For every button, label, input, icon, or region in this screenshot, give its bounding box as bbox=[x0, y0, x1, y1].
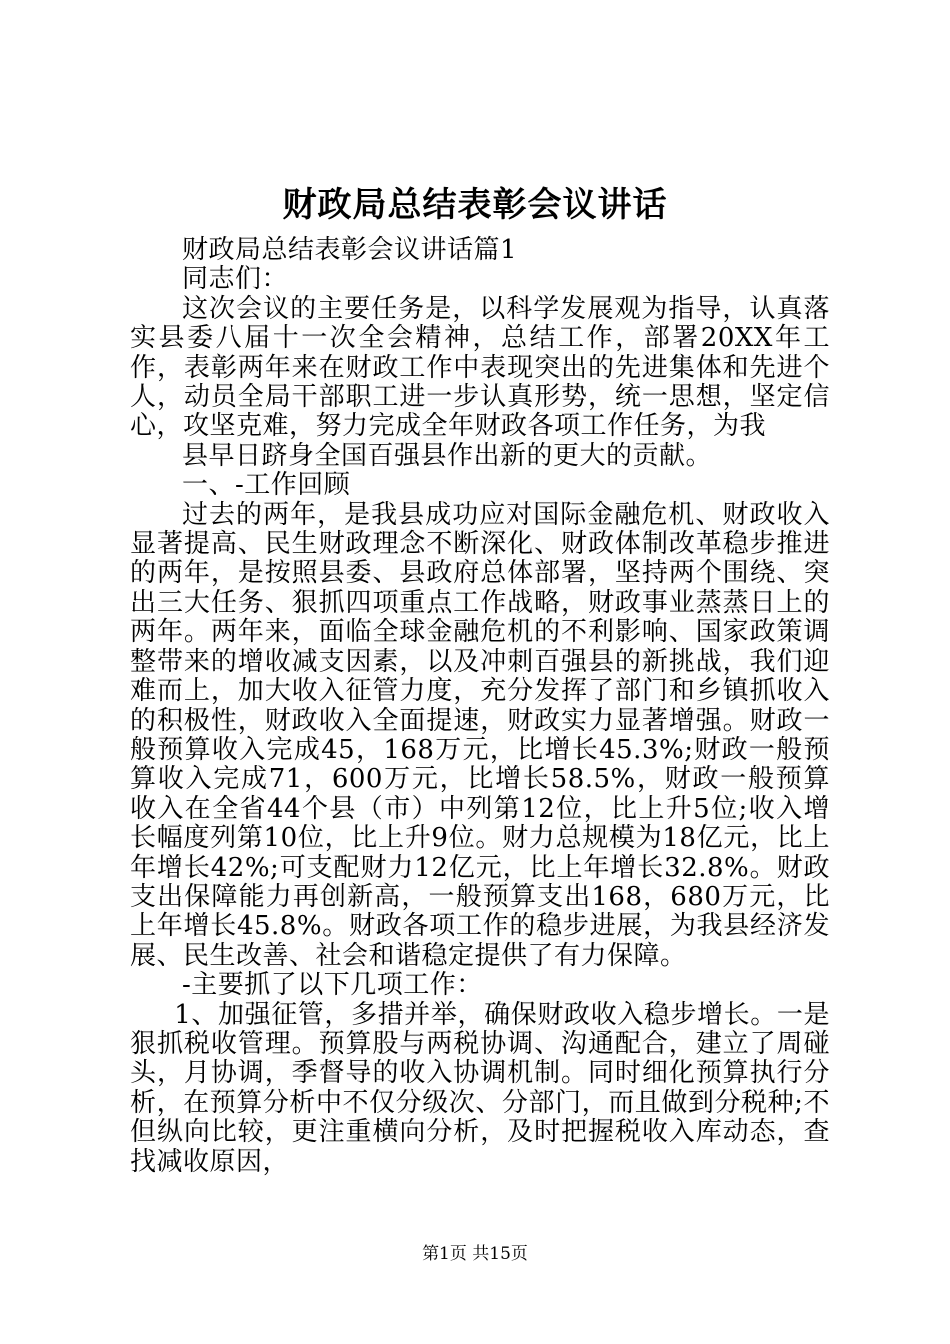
section-heading-review: 一、-工作回顾 bbox=[182, 470, 351, 501]
paragraph-intro-continued: 县早日跻身全国百强县作出新的更大的贡献。 bbox=[182, 440, 713, 471]
paragraph-item-1: 1、加强征管，多措并举，确保财政收入稳步增长。一是狠抓税收管理。预算股与两税协调、沟通配合，建立了周碰头，月协调，季督导的收入协调机制。同时细化预算执行分析，在预算分析中不仅分级次、分部门，而且做到分税种;不但纵向比较，更注重横向分析，及时把握税收入库动态，查找减收原因， bbox=[130, 999, 830, 1177]
document-body bbox=[130, 236, 830, 1177]
paragraph-review: 过去的两年，是我县成功应对国际金融危机、财政收入显著提高、民生财政理念不断深化、财政体制改革稳步推进的两年，是按照县委、县政府总体部署，坚持两个围绕、突出三大任务、狠抓四项重点工作战略，财政事业蒸蒸日上的两年。两年来，面临全球金融危机的不利影响、国家政策调整带来的增收减支因素，以及冲刺百强县的新挑战，我们迎难而上，加大收入征管力度，充分发挥了部门和乡镇抓收入的积极性，财政收入全面提速，财政实力显著增强。财政一般预算收入完成45，168万元，比增长45.3%;财政一般预算收入完成71，600万元，比增长58.5%，财政一般预算收入在全省44个县（市）中列第12位，比上升5位;收入增长幅度列第10位，比上升9位。财力总规模为18亿元，比上年增长42%;可支配财力12亿元，比上年增长32.8%。财政支出保障能力再创新高，一般预算支出168，680万元，比上年增长45.8%。财政各项工作的稳步进展，为我县经济发展、民生改善、社会和谐稳定提供了有力保障。 bbox=[130, 499, 830, 971]
page-footer: 第1页 共15页 bbox=[422, 1244, 528, 1264]
salutation: 同志们： bbox=[182, 264, 289, 295]
section-heading: 财政局总结表彰会议讲话篇1 bbox=[182, 235, 518, 265]
subheading-main-work: -主要抓了以下几项工作： bbox=[182, 970, 483, 1001]
paragraph-intro: 这次会议的主要任务是，以科学发展观为指导，认真落实县委八届十一次全会精神，总结工作，部署20XX年工作，表彰两年来在财政工作中表现突出的先进集体和先进个人，动员全局干部职工进一步认真形势，统一思想，坚定信心，攻坚克难，努力完成全年财政各项工作任务，为我 bbox=[130, 293, 830, 442]
document-title: 财政局总结表彰会议讲话 bbox=[282, 185, 668, 225]
